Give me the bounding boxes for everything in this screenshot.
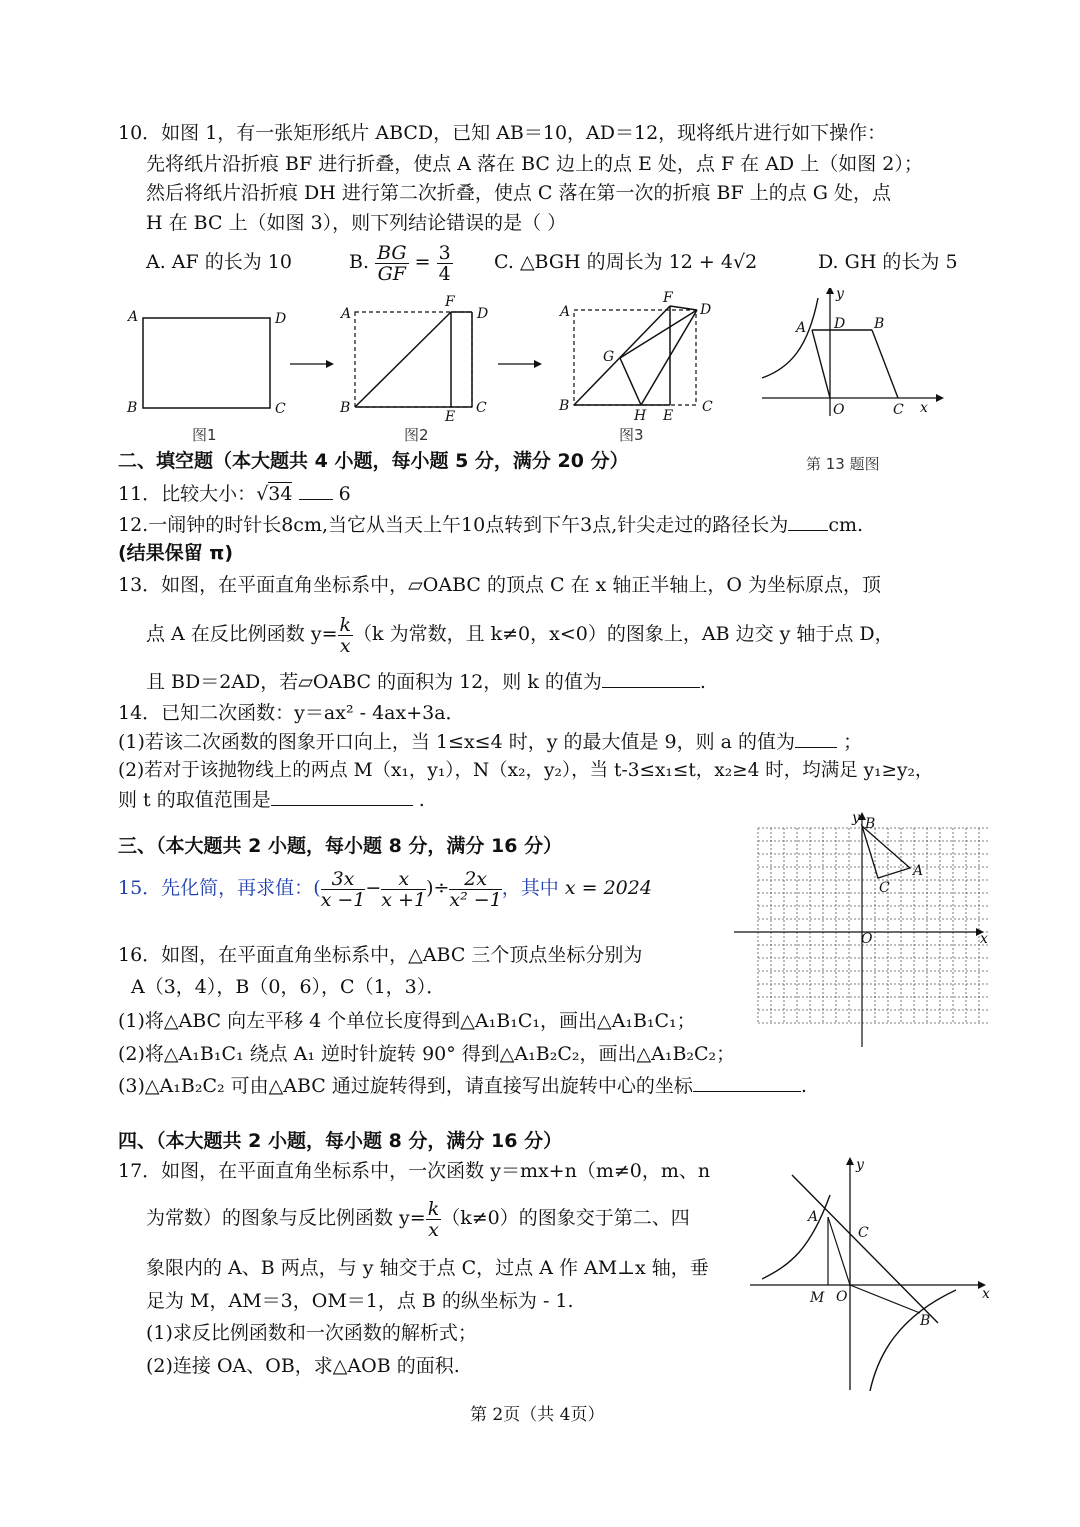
figure-3-caption: 图3 [619,426,644,444]
svg-text:F: F [445,294,455,310]
svg-text:A: A [796,320,807,336]
svg-text:A: A [128,309,139,325]
svg-text:A: A [560,304,571,320]
svg-text:C: C [893,402,904,418]
q15-fraction-1: $\frac{3x}{x -1}$ [320,867,366,911]
svg-text:B: B [874,316,885,332]
q13-line3-end: . [699,671,706,693]
q10-option-a: A. AF 的长为 10 [146,251,292,273]
svg-text:E: E [445,409,456,425]
q10-figures [0,288,1080,458]
q17-line6: (2)连接 OA、OB，求△AOB 的面积. [146,1355,460,1377]
svg-text:C: C [858,1225,869,1241]
section-3-title: 三、（本大题共 2 小题，每小题 8 分，满分 16 分） [118,835,563,857]
svg-text:D: D [834,316,846,332]
q14-line4-end: . [418,789,425,811]
q17-line2a: 为常数）的图象与反比例函数 y= [146,1207,426,1229]
option-b-label: B. [349,251,370,273]
svg-text:C: C [702,399,713,415]
q13-line2a: 点 A 在反比例函数 y= [146,623,338,645]
q14-line2 [118,730,862,754]
svg-text:B: B [559,398,570,414]
q15-lead: 15．先化简，再求值： [118,877,314,899]
q13-line3 [146,670,706,694]
q11-text: 11．比较大小： [118,483,257,505]
q16-line5-end: . [800,1075,807,1097]
svg-text:O: O [861,931,873,947]
q15-x-value: x = 2024 [564,877,652,899]
q17-line1: 17．如图，在平面直角坐标系中，一次函数 y＝mx+n（m≠0，m、n [118,1160,711,1182]
q17-line5: (1)求反比例函数和一次函数的解析式； [146,1322,477,1344]
q12-note: (结果保留 π) [118,542,234,564]
q16-line4: (2)将△A₁B₁C₁ 绕点 A₁ 逆时针旋转 90° 得到△A₁B₂C₂，画出△A₁B₂C₂； [118,1043,736,1065]
q10-line4: H 在 BC 上（如图 3），则下列结论错误的是（ ） [146,212,567,234]
option-b-fraction-1: $\frac{BG}{GF}$ [377,241,407,285]
q14-blank-2 [271,805,413,806]
q17-line2 [146,1188,690,1248]
q14-line1: 14．已知二次函数：y＝ax² - 4ax+3a． [118,702,465,724]
svg-text:D: D [700,302,712,318]
svg-text:E: E [663,408,674,424]
svg-text:G: G [603,349,615,365]
page-footer: 第 2页（共 4页） [470,1405,605,1425]
arrow-2 [498,360,542,368]
q10-option-c: C. △BGH 的周长为 12 + 4√2 [494,251,758,273]
q15-divide: )÷ [426,877,450,899]
svg-text:A: A [341,306,352,322]
arrow-1 [290,360,334,368]
q10-option-b [349,232,453,292]
svg-text:O: O [833,402,845,418]
q14-blank-1 [795,747,837,748]
svg-text:B: B [127,400,138,416]
svg-text:H: H [634,408,647,424]
q15-minus: − [365,877,382,899]
q14-line4-text: 则 t 的取值范围是 [118,789,271,811]
figure-2-fold [339,294,488,425]
q13-blank [602,687,700,688]
svg-text:D: D [477,306,489,322]
q17-line2b: （k≠0）的图象交于第二、四 [441,1207,690,1229]
q13-line1: 13．如图，在平面直角坐标系中，▱OABC 的顶点 C 在 x 轴正半轴上，O 为坐标原点，顶 [118,574,882,596]
q14-line3: (2)若对于该抛物线上的两点 M（x₁，y₁），N（x₂，y₂），当 t-3≤x₁≤t，x₂≥4 时，均满足 y₁≥y₂， [118,760,934,781]
svg-text:C: C [879,880,890,896]
q11-radicand: 34 [268,483,293,505]
q15-fraction-3: $\frac{2x}{\text{x² −1}}$ [449,867,502,911]
svg-text:y: y [856,1157,864,1173]
q12-unit: cm. [828,514,864,536]
q15-tail: ，其中 [501,877,559,899]
q12-text: 12.一闹钟的时针长8cm,当它从当天上午10点转到下午3点,针尖走过的路径长为 [118,514,789,536]
q12 [118,513,863,537]
q14-line2-text: (1)若该二次函数的图象开口向上，当 1≤x≤4 时，y 的最大值是 9，则 a 的值为 [118,731,796,753]
q12-blank [788,530,828,531]
figure-1-rectangle [126,309,286,417]
q17-line3: 象限内的 A、B 两点，与 y 轴交于点 C，过点 A 作 AM⊥x 轴，垂 [146,1257,709,1279]
q14-line4 [118,788,425,812]
q16-grid-figure [728,812,988,1052]
option-b-equals: = [414,251,431,273]
svg-text:C: C [476,400,487,416]
section-4-title: 四、（本大题共 2 小题，每小题 8 分，满分 16 分） [118,1130,563,1152]
q16-axes [734,812,988,1047]
figure-2-caption: 图2 [404,426,429,444]
figure-13-caption: 第 13 题图 [806,455,880,473]
svg-text:x: x [920,400,928,416]
svg-text:y: y [852,812,860,826]
svg-text:D: D [275,311,287,327]
q16-line5 [118,1074,807,1098]
q11 [118,482,351,506]
q16-line1: 16．如图，在平面直角坐标系中，△ABC 三个顶点坐标分别为 [118,944,643,966]
q11-blank [299,499,333,500]
svg-text:F: F [663,290,673,306]
q15-fraction-2: $\frac{x}{x +1}$ [381,867,427,911]
figure-q13-parallelogram [762,288,944,418]
svg-text:B: B [865,816,876,832]
q13-line2 [146,604,894,664]
q13-line3-text: 且 BD＝2AD，若▱OABC 的面积为 12，则 k 的值为 [146,671,602,693]
svg-text:B: B [920,1313,931,1329]
sqrt-sign: √ [256,483,269,505]
svg-text:y: y [836,288,844,302]
q10-line3: 然后将纸片沿折痕 DH 进行第二次折叠，使点 C 落在第一次的折痕 BF 上的点 G 处，点 [146,182,891,204]
svg-text:x: x [982,1286,990,1302]
q14-line2-end: ； [843,731,863,753]
figure-3-second-fold [558,290,713,424]
q10-line1: 10．如图 1，有一张矩形纸片 ABCD，已知 AB＝10，AD＝12，现将纸片进行如下操作： [118,122,887,144]
q17-line4: 足为 M，AM＝3，OM＝1，点 B 的纵坐标为 - 1. [146,1290,574,1312]
q16-line3: (1)将△ABC 向左平移 4 个单位长度得到△A₁B₁C₁，画出△A₁B₁C₁； [118,1010,696,1032]
q13-fraction: $\frac{k}{x}$ [339,613,352,657]
q16-line2: A（3，4），B（0，6），C（1，3）． [131,976,446,998]
svg-text:O: O [836,1289,848,1305]
svg-text:A: A [808,1209,819,1225]
section-2-title: 二、填空题（本大题共 4 小题，每小题 5 分，满分 20 分） [118,450,629,472]
q17-fraction: $\frac{k}{x}$ [427,1197,440,1241]
q17-figure [750,1155,1000,1395]
q16-blank [693,1091,801,1092]
svg-text:x: x [980,931,988,947]
svg-text:M: M [810,1290,825,1306]
svg-text:B: B [340,400,351,416]
svg-text:C: C [275,401,286,417]
q16-line5-text: (3)△A₁B₂C₂ 可由△ABC 通过旋转得到，请直接写出旋转中心的坐标 [118,1075,693,1097]
q15: 15．先化简，再求值：( $\frac{3x}{x -1}$ − $\frac{x}{x +1}$ )÷ $\frac{2x}{\text{x² −1}}$ ，其中 x = 2024 [118,867,652,911]
q11-compare: 6 [338,483,351,505]
q13-line2b: （k 为常数，且 k≠0，x<0）的图象上，AB 边交 y 轴于点 D， [353,623,894,645]
figure-1-caption: 图1 [192,426,217,444]
q10-line2: 先将纸片沿折痕 BF 进行折叠，使点 A 落在 BC 边上的点 E 处，点 F 在 AD 上（如图 2）； [146,153,923,175]
option-b-fraction-2: $\frac{3}{4}$ [438,241,451,285]
svg-text:A: A [913,863,924,879]
q10-option-d: D. GH 的长为 5 [818,251,958,273]
